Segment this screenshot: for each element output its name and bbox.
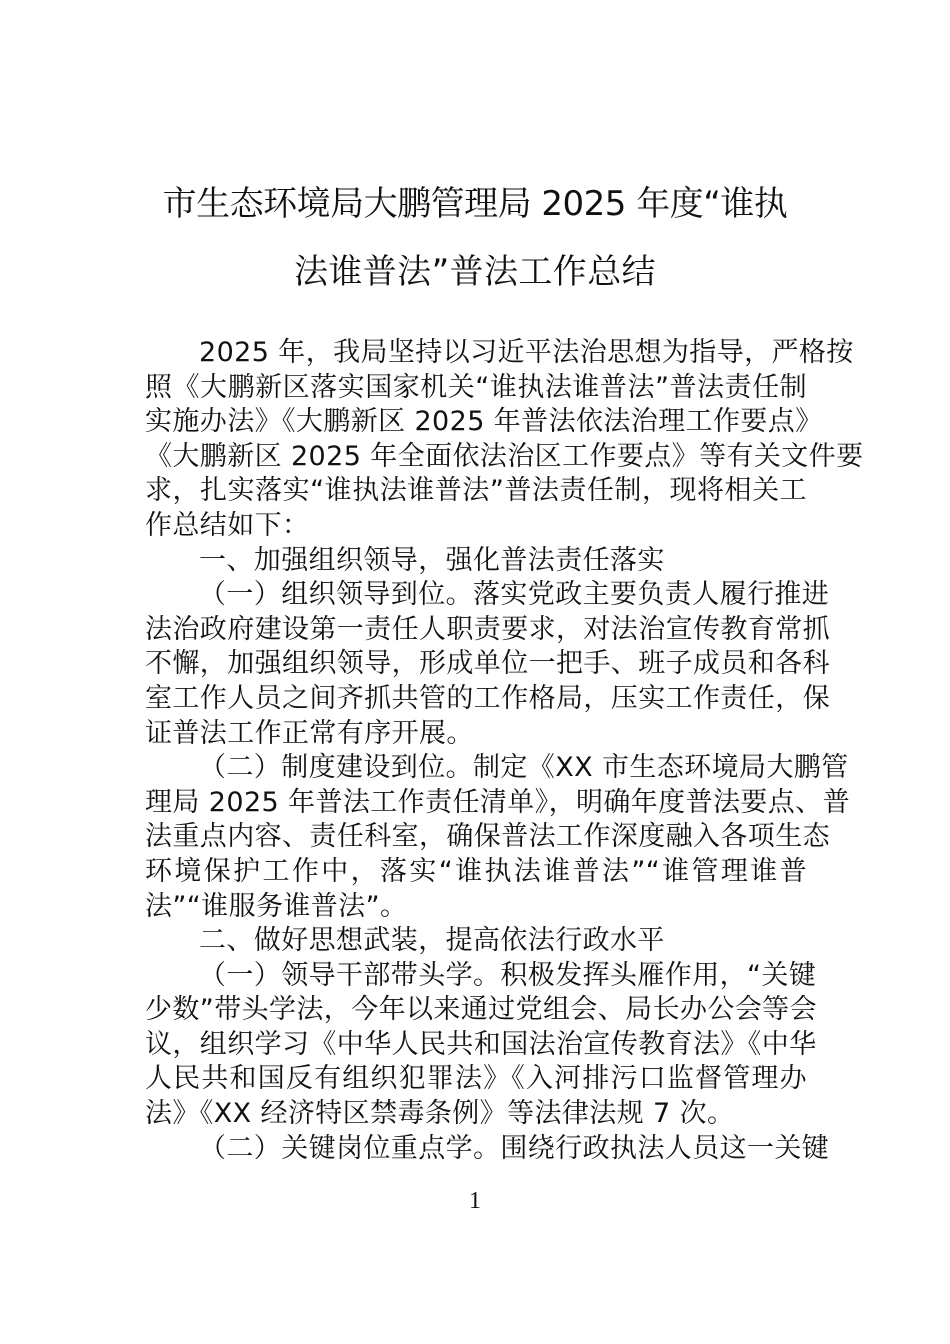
- intro-paragraph: [145, 336, 864, 544]
- document-body: [145, 336, 864, 1166]
- heading-line: 一、加强组织领导，强化普法责任落实: [199, 544, 665, 576]
- text-line: 《大鹏新区 2025 年全面依法治区工作要点》等有关文件要: [145, 440, 864, 472]
- section-heading-2: [145, 924, 807, 959]
- title-line-1: 市生态环境局大鹏管理局 2025 年度“谁执: [162, 184, 788, 224]
- subsection-2-1-paragraph: [145, 959, 817, 1132]
- text-line: （二）制度建设到位。制定《XX 市生态环境局大鹏管: [199, 752, 849, 784]
- text-line: 法治政府建设第一责任人职责要求，对法治宣传教育常抓: [145, 613, 830, 645]
- text-line: 求，扎实落实“谁执法谁普法”普法责任制，现将相关工: [145, 475, 807, 507]
- text-line: 法》《XX 经济特区禁毒条例》等法律法规 7 次。: [145, 1098, 735, 1130]
- text-line: 照《大鹏新区落实国家机关“谁执法谁普法”普法责任制: [145, 371, 807, 403]
- text-line: （二）关键岗位重点学。围绕行政执法人员这一关键: [199, 1132, 830, 1164]
- subsection-2-2-paragraph: [145, 1132, 830, 1167]
- text-line: 议，组织学习《中华人民共和国法治宣传教育法》《中华: [145, 1028, 817, 1060]
- heading-line: 二、做好思想武装，提高依法行政水平: [199, 925, 665, 957]
- text-line: 理局 2025 年普法工作责任清单》，明确年度普法要点、普: [145, 786, 850, 818]
- text-line: （一）领导干部带头学。积极发挥头雁作用，“关键: [199, 959, 817, 991]
- text-line: 法”“谁服务谁普法”。: [145, 890, 408, 922]
- section-heading-1: [145, 544, 807, 579]
- title-line-2: 法谁普法”普法工作总结: [293, 252, 656, 292]
- text-line: （一）组织领导到位。落实党政主要负责人履行推进: [199, 579, 830, 611]
- text-line: 证普法工作正常有序开展。: [145, 717, 474, 749]
- text-line: 人民共和国反有组织犯罪法》《入河排污口监督管理办: [145, 1063, 807, 1095]
- text-line: 少数”带头学法，今年以来通过党组会、局长办公会等会: [145, 994, 817, 1026]
- text-line: 不懈，加强组织领导，形成单位一把手、班子成员和各科: [145, 648, 830, 680]
- subsection-1-2-paragraph: [145, 751, 850, 924]
- text-line: 实施办法》《大鹏新区 2025 年普法依法治理工作要点》: [145, 406, 823, 438]
- subsection-1-1-paragraph: [145, 578, 830, 751]
- text-line: 室工作人员之间齐抓共管的工作格局，压实工作责任，保: [145, 682, 830, 714]
- text-line: 作总结如下：: [145, 509, 310, 541]
- text-line: 法重点内容、责任科室，确保普法工作深度融入各项生态: [145, 821, 830, 853]
- document-title: [140, 170, 810, 306]
- page-number: 1: [469, 1188, 481, 1214]
- text-line: 2025 年，我局坚持以习近平法治思想为指导，严格按: [199, 337, 854, 368]
- text-line: 环境保护工作中，落实“谁执法谁普法”“谁管理谁普: [145, 855, 807, 887]
